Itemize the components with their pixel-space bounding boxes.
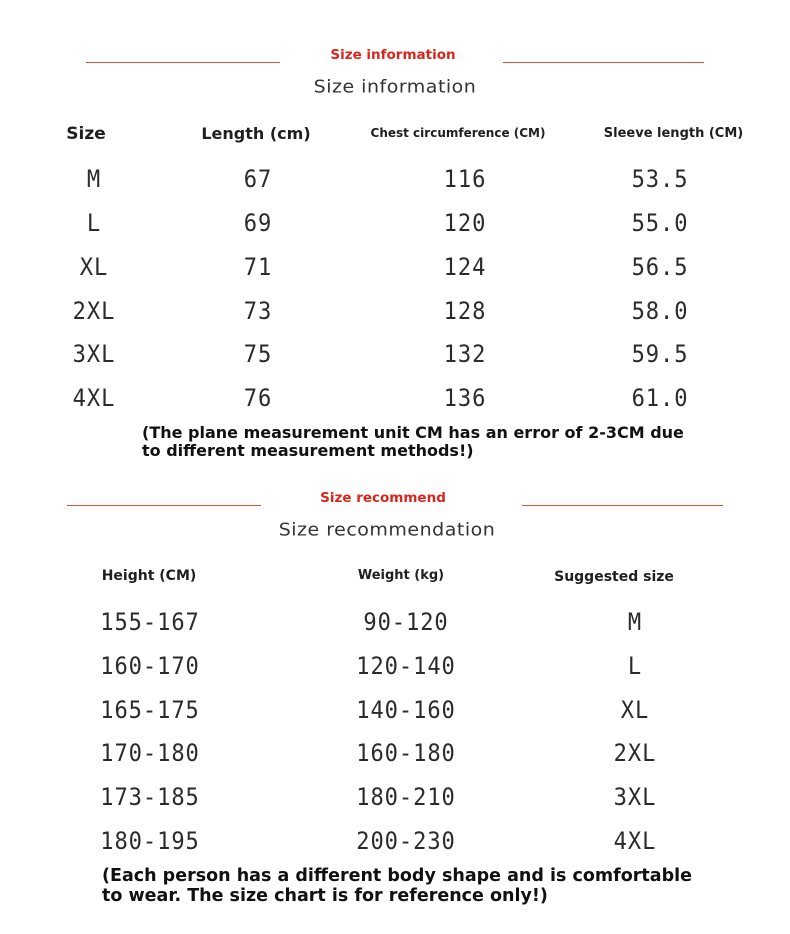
table-cell: 4XL <box>613 827 657 855</box>
table-cell: L <box>627 652 643 680</box>
table-cell: 58.0 <box>631 297 689 325</box>
table-cell: 2XL <box>613 739 657 767</box>
size-recommend-rule-left <box>67 505 261 506</box>
table-cell: 55.0 <box>631 209 689 237</box>
table-cell: 120 <box>443 209 487 237</box>
table-cell: 170-180 <box>100 739 200 767</box>
table-cell: 128 <box>443 297 487 325</box>
table-cell: 67 <box>243 165 273 193</box>
table-cell: 53.5 <box>631 165 689 193</box>
table-cell: XL <box>620 696 650 724</box>
table-cell: 165-175 <box>100 696 200 724</box>
size-info-header-length: Length (cm) <box>201 124 311 143</box>
table-cell: XL <box>79 253 109 281</box>
table-cell: 69 <box>243 209 273 237</box>
table-cell: 76 <box>243 384 273 412</box>
table-cell: 155-167 <box>100 608 200 636</box>
size-info-rule-right <box>503 62 704 63</box>
table-cell: 61.0 <box>631 384 689 412</box>
table-cell: 136 <box>443 384 487 412</box>
table-cell: 180-195 <box>100 827 200 855</box>
table-cell: 140-160 <box>356 696 456 724</box>
table-cell: 160-180 <box>356 739 456 767</box>
size-recommend-label: Size recommend <box>320 490 446 506</box>
table-cell: 180-210 <box>356 783 456 811</box>
table-cell: 124 <box>443 253 487 281</box>
table-cell: 59.5 <box>631 340 689 368</box>
table-cell: 3XL <box>613 783 657 811</box>
table-cell: M <box>86 165 102 193</box>
table-cell: 75 <box>243 340 273 368</box>
table-cell: 132 <box>443 340 487 368</box>
table-cell: L <box>86 209 102 237</box>
table-cell: 120-140 <box>356 652 456 680</box>
size-recommend-header-weight: Weight (kg) <box>357 568 445 583</box>
table-cell: 200-230 <box>356 827 456 855</box>
table-cell: 90-120 <box>363 608 449 636</box>
table-cell: 173-185 <box>100 783 200 811</box>
size-info-rule-left <box>86 62 280 63</box>
table-cell: 56.5 <box>631 253 689 281</box>
size-recommend-title: Size recommendation <box>278 519 496 541</box>
size-recommend-note: (Each person has a different body shape and is comfortable to wear. The size chart is for reference only!) <box>102 866 692 907</box>
size-info-header-chest: Chest circumference (CM) <box>370 126 546 140</box>
size-info-header-sleeve: Sleeve length (CM) <box>603 126 744 141</box>
size-info-note: (The plane measurement unit CM has an error of 2-3CM due to different measurement methods!) <box>142 423 684 461</box>
size-info-header-size: Size <box>66 124 106 144</box>
size-recommend-header-suggested: Suggested size <box>554 569 674 585</box>
table-cell: 3XL <box>72 340 116 368</box>
table-cell: 4XL <box>72 384 116 412</box>
size-recommend-header-height: Height (CM) <box>101 568 197 584</box>
size-recommend-rule-right <box>522 505 723 506</box>
table-cell: 71 <box>243 253 273 281</box>
table-cell: 2XL <box>72 297 116 325</box>
size-info-title: Size information <box>313 76 477 98</box>
table-cell: 116 <box>443 165 487 193</box>
table-cell: 160-170 <box>100 652 200 680</box>
size-info-label: Size information <box>330 47 456 63</box>
table-cell: M <box>627 608 643 636</box>
table-cell: 73 <box>243 297 273 325</box>
